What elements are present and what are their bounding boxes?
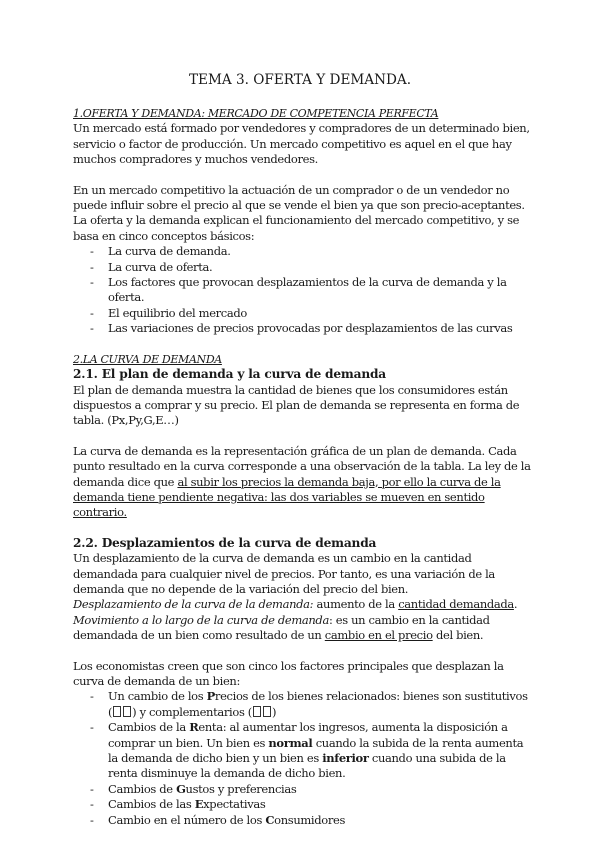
subsection-heading-2-2: 2.2. Desplazamientos de la curva de demanda xyxy=(73,535,377,550)
page-title: TEMA 3. OFERTA Y DEMANDA. xyxy=(188,72,412,88)
list-item: - Cambios de Gustos y preferencias xyxy=(93,782,533,797)
concepts-list xyxy=(73,244,533,336)
missing-glyph-icon xyxy=(123,706,131,717)
paragraph: Un mercado está formado por vendedores y compradores de un determinado bien, servicio o factor de producción. Un mercado competitivo es aquel en el que hay muchos compradores y muchos vendedores. xyxy=(73,121,530,167)
underlined-text: al subir los precios la demanda baja, por ello la curva de la demanda tiene pendiente negativa: las dos variables se mueven en sentido contrario. xyxy=(73,474,501,520)
missing-glyph-icon xyxy=(253,706,261,717)
list-item: - Los factores que provocan desplazamientos de la curva de demanda y la oferta. xyxy=(93,275,533,306)
list-item: - Un cambio de los Precios de los bienes relacionados: bienes son sustitutivos ( ) y complementarios ( ) xyxy=(93,689,533,720)
paragraph: En un mercado competitivo la actuación de un comprador o de un vendedor no puede influir sobre el precio al que se vende el bien ya que son precio-aceptantes. xyxy=(73,182,525,213)
section-heading-1: 1.OFERTA Y DEMANDA: MERCADO DE COMPETENCIA PERFECTA xyxy=(73,107,439,120)
list-item: - Las variaciones de precios provocadas por desplazamientos de las curvas xyxy=(93,321,533,336)
section-heading-2: 2.LA CURVA DE DEMANDA xyxy=(73,352,222,366)
definition-line: Movimiento a lo largo de la curva de demanda: es un cambio en la cantidad demandada de un bien como resultado de un cambio en el precio del bien. xyxy=(73,612,490,643)
list-item: - La curva de demanda. xyxy=(93,244,533,259)
subsection-heading-2-1: 2.1. El plan de demanda y la curva de demanda xyxy=(73,367,386,382)
definition-line: Desplazamiento de la curva de la demanda: aumento de la cantidad demandada. xyxy=(73,597,518,612)
paragraph: La oferta y la demanda explican el funcionamiento del mercado competitivo, y se basa en cinco conceptos básicos: xyxy=(73,213,520,243)
paragraph: La curva de demanda es la representación gráfica de un plan de demanda. Cada punto resultado en la curva corresponde a una observación de la tabla. La ley de la demanda dice que al subir los precios la demanda baja, por ello la curva de la demanda tiene pendiente negativa: las dos variables se mueven en sentido contrario. xyxy=(73,443,531,520)
paragraph: El plan de demanda muestra la cantidad de bienes que los consumidores están dispuestos a comprar y su precio. El plan de demanda se representa en forma de tabla. (Px,Py,G,E…) xyxy=(73,382,520,428)
list-item: - El equilibrio del mercado xyxy=(93,306,533,321)
paragraph: Un desplazamiento de la curva de demanda es un cambio en la cantidad demandada para cualquier nivel de precios. Por tanto, es una variación de la demanda que no depende de la variación del precio del bien. xyxy=(73,551,495,596)
list-item: - La curva de oferta. xyxy=(93,260,533,275)
list-item: - Cambios de las Expectativas xyxy=(93,797,533,812)
list-item: - Cambio en el número de los Consumidores xyxy=(93,813,533,828)
factors-list xyxy=(73,689,533,828)
missing-glyph-icon xyxy=(113,706,121,717)
paragraph: Los economistas creen que son cinco los factores principales que desplazan la curva de demanda de un bien: xyxy=(73,658,504,688)
document-body xyxy=(73,106,533,828)
list-item: - Cambios de la Renta: al aumentar los ingresos, aumenta la disposición a comprar un bien. Un bien es normal cuando la subida de la renta aumenta la demanda de dicho bien y un bien es inferior cuando una subida de la renta disminuye la demanda de dicho bien. xyxy=(93,720,533,782)
missing-glyph-icon xyxy=(263,706,271,717)
